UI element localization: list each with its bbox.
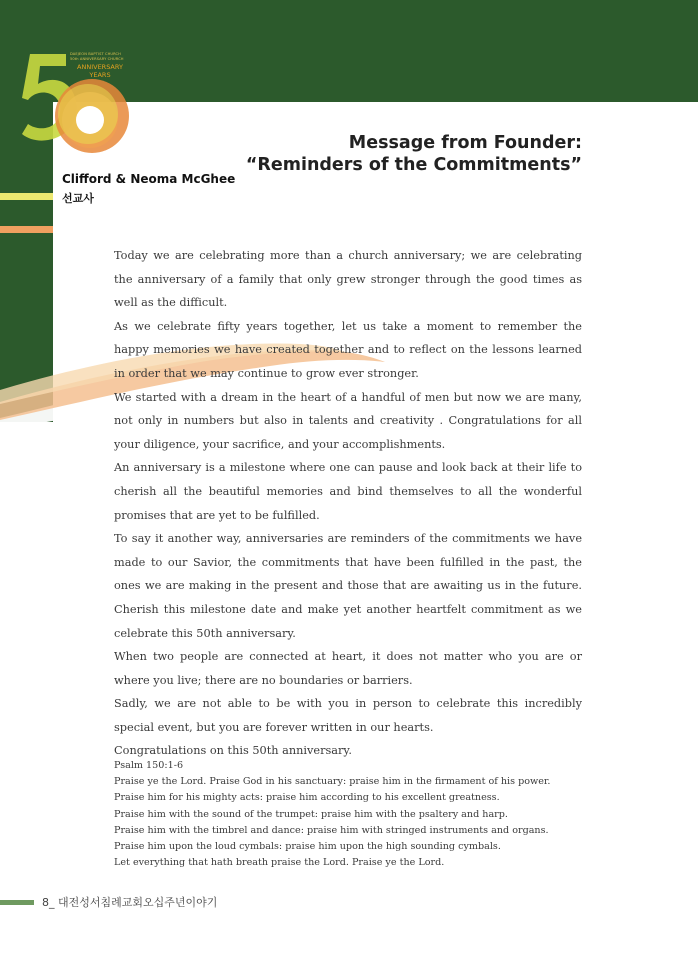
paragraph: When two people are connected at heart, it does not matter who you are or where you live; there are no boundaries or barriers. [114,650,582,687]
paragraph: An anniversary is a milestone where one can pause and look back at their life to cherish all the beautiful memories and bind themselves to all the wonderful promises that are yet to be fulfilled. [114,461,582,522]
psalm-quote [114,758,584,871]
footer-accent-bar [0,900,34,905]
psalm-reference: Psalm 150:1-6 [114,760,184,771]
psalm-line: Praise him for his mighty acts: praise him according to his excellent greatness. [114,792,500,804]
page-number-label: 8_ 대전성서침례교회오십주년이야기 [42,896,218,909]
paragraph: To say it another way, anniversaries are reminders of the commitments we have made to our Savior, the commitments that have been fulfilled in the past, the ones we are making in the present and those that are awaiting us in the future. Cherish this milestone date and make yet another heartfelt commitment as we celebrate this 50th anniversary. [114,532,582,640]
message-body [114,244,582,763]
logo-anniversary-text: ANNIVERSARY [77,63,123,71]
paragraph: Congratulations on this 50th anniversary. [114,744,352,758]
orange-accent-bar [0,226,53,233]
title-line-2: “Reminders of the Commitments” [245,155,582,175]
logo-years-text: YEARS [89,71,111,79]
paragraph: Sadly, we are not able to be with you in person to celebrate this incredibly special event, but you are forever written in our hearts. [114,697,582,734]
psalm-line: Praise ye the Lord. Praise God in his sanctuary: praise him in the firmament of his power. [114,776,551,788]
psalm-line: Praise him upon the loud cymbals: praise him upon the high sounding cymbals. [114,841,501,853]
title-line-1: Message from Founder: [348,133,582,153]
paragraph: Today we are celebrating more than a church anniversary; we are celebrating the anniversary of a family that only grew stronger through the good times as well as the difficult. [114,249,582,310]
paragraph: As we celebrate fifty years together, let us take a moment to remember the happy memories we have created together and to reflect on the lessons learned in order that we may continue to grow ever stronger. [114,319,582,380]
paragraph: We started with a dream in the heart of a handful of men but now we are many, not only in numbers but also in talents and creativity . Congratulations for all your diligence, your sacrifice, and your accomplishments. [114,390,582,451]
psalm-line: Let everything that hath breath praise the Lord. Praise ye the Lord. [114,857,445,869]
psalm-line: Praise him with the sound of the trumpet: praise him with the psaltery and harp. [114,808,508,820]
logo-caption [70,52,150,79]
psalm-line: Praise him with the timbrel and dance: praise him with stringed instruments and organs. [114,824,549,836]
logo-small-text-1: DAEJEON BAPTIST CHURCH [70,52,121,56]
yellow-accent-bar [0,193,53,200]
founder-name: Clifford & Neoma McGhee [62,172,236,186]
digit-zero-icon [55,79,129,153]
logo-small-text-2: 50th ANNIVERSARY CHURCH [70,56,124,61]
page-title [246,132,582,176]
founder-role: 선교사 [62,192,94,205]
